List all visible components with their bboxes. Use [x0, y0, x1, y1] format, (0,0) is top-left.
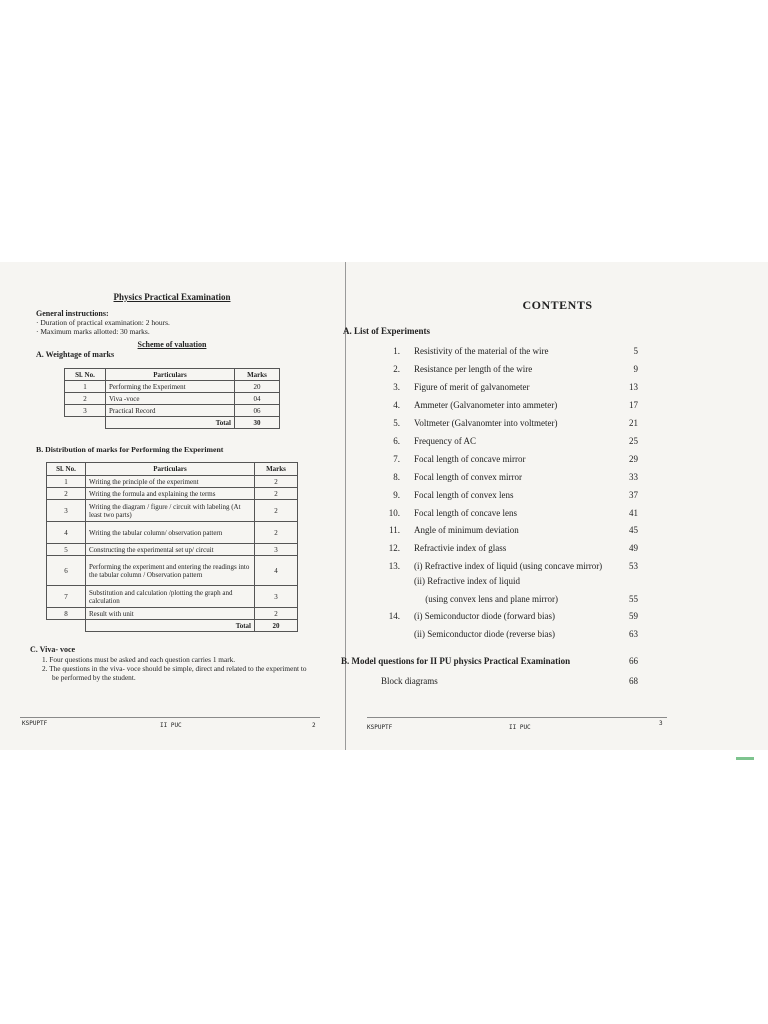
column-header: Particulars [86, 463, 255, 476]
toc-title: Voltmeter (Galvanomter into voltmeter) [414, 418, 558, 428]
page-title: Physics Practical Examination [113, 292, 231, 302]
toc-number: 12. [388, 543, 400, 553]
toc-title: Focal length of concave lens [414, 508, 517, 518]
toc-page: 33 [629, 472, 638, 482]
toc-number: 7. [393, 454, 400, 464]
toc-title: Focal length of convex lens [414, 490, 514, 500]
table-cell: 8 [47, 608, 86, 620]
table-cell: Performing the Experiment [106, 381, 235, 393]
toc-number: 5. [393, 418, 400, 428]
toc-number: 1. [393, 346, 400, 356]
section-a-heading: A. Weightage of marks [36, 350, 115, 359]
general-instructions-heading: General instructions: [36, 309, 109, 318]
toc-row [347, 382, 768, 398]
toc-row [347, 454, 768, 470]
column-header: Sl. No. [65, 369, 106, 381]
toc-page: 5 [633, 346, 638, 356]
toc-title: (using convex lens and plane mirror) [414, 594, 558, 604]
toc-page: 53 [629, 561, 638, 571]
table-row [47, 556, 298, 586]
table-cell: 1 [65, 381, 106, 393]
toc-title: (i) Semiconductor diode (forward bias) [414, 611, 555, 621]
toc-title: (ii) Refractive index of liquid [414, 576, 520, 586]
toc-number: 8. [393, 472, 400, 482]
scanner-mark [736, 757, 754, 760]
toc-page: 21 [629, 418, 638, 428]
table-cell: 2 [255, 476, 298, 488]
section-b-heading: B. Model questions for II PU physics Practical Examination [341, 656, 571, 666]
toc-row [347, 346, 768, 362]
list-item: · Maximum marks allotted: 30 marks. [36, 327, 150, 336]
table-header-row [47, 463, 298, 476]
toc-row [347, 561, 768, 577]
toc-row [347, 490, 768, 506]
toc-row [347, 400, 768, 416]
list-item: 2. The questions in the viva- voce should be simple, direct and related to the experiment to be performed by the student. [42, 664, 307, 682]
toc-title: Resistance per length of the wire [414, 364, 533, 374]
block-diagrams-page: 68 [629, 676, 638, 686]
table-cell: 2 [255, 522, 298, 544]
table-cell: Writing the formula and explaining the terms [86, 488, 255, 500]
toc-page: 55 [629, 594, 638, 604]
toc-title: Refractivie index of glass [414, 543, 507, 553]
toc-row [347, 364, 768, 380]
toc-page: 17 [629, 400, 638, 410]
table-cell: Writing the diagram / figure / circuit with labeling (At least two parts) [86, 500, 255, 522]
table-cell: Practical Record [106, 405, 235, 417]
toc-page: 25 [629, 436, 638, 446]
table-cell: 2 [255, 500, 298, 522]
table-cell: 3 [47, 500, 86, 522]
toc-page: 37 [629, 490, 638, 500]
list-item: 1. Four questions must be asked and each question carries 1 mark. [42, 655, 236, 664]
toc-number: 2. [393, 364, 400, 374]
table-row [65, 405, 280, 417]
toc-row [347, 436, 768, 452]
section-a-heading: A. List of Experiments [343, 326, 430, 336]
table-cell: 4 [255, 556, 298, 586]
table-total-row [47, 620, 298, 632]
footer-rule [20, 717, 320, 718]
toc-number: 4. [393, 400, 400, 410]
table-cell: 3 [255, 544, 298, 556]
table-cell: 3 [65, 405, 106, 417]
table-cell: Writing the tabular column/ observation pattern [86, 522, 255, 544]
page-number: 2 [312, 722, 316, 729]
table-cell: Viva -voce [106, 393, 235, 405]
toc-row [347, 508, 768, 524]
block-diagrams-label: Block diagrams [381, 676, 438, 686]
total-label: Total [86, 620, 255, 632]
table-cell: Substitution and calculation /plotting the graph and calculation [86, 586, 255, 608]
toc-title: Resistivity of the material of the wire [414, 346, 549, 356]
toc-number: 13. [388, 561, 400, 571]
table-cell: Result with unit [86, 608, 255, 620]
table-cell: 06 [235, 405, 280, 417]
footer-rule [367, 717, 667, 718]
list-item: · Duration of practical examination: 2 hours. [36, 318, 170, 327]
table-header-row [65, 369, 280, 381]
section-c-heading: C. Viva- voce [30, 645, 76, 654]
table-row [47, 586, 298, 608]
table-row [65, 393, 280, 405]
toc-row [347, 611, 768, 627]
toc-page: 59 [629, 611, 638, 621]
table-cell: 2 [47, 488, 86, 500]
right-page [341, 262, 768, 750]
toc-row [347, 525, 768, 541]
total-value: 30 [235, 417, 280, 429]
column-header: Particulars [106, 369, 235, 381]
toc-title: Angle of minimum deviation [414, 525, 519, 535]
toc-page: 63 [629, 629, 638, 639]
toc-row [347, 629, 768, 645]
toc-page: 13 [629, 382, 638, 392]
toc-title: Figure of merit of galvanometer [414, 382, 530, 392]
table-cell: 20 [235, 381, 280, 393]
toc-page: 45 [629, 525, 638, 535]
footer-left: KSPUPTF [22, 720, 48, 727]
footer-left: KSPUPTF [367, 724, 393, 731]
table-row [47, 522, 298, 544]
section-b-heading: B. Distribution of marks for Performing the Experiment [36, 445, 224, 454]
table-cell: 2 [65, 393, 106, 405]
table-row [47, 476, 298, 488]
toc-page: 29 [629, 454, 638, 464]
toc-number: 11. [389, 525, 400, 535]
column-header: Marks [235, 369, 280, 381]
table-row [47, 608, 298, 620]
viva-list [42, 655, 312, 682]
toc-title: Ammeter (Galvanometer into ammeter) [414, 400, 558, 410]
table-row [47, 500, 298, 522]
toc-page: 49 [629, 543, 638, 553]
total-label: Total [106, 417, 235, 429]
table-cell: 2 [255, 488, 298, 500]
general-instructions-list [36, 318, 170, 336]
toc-row [347, 472, 768, 488]
toc-number: 6. [393, 436, 400, 446]
table-cell: 04 [235, 393, 280, 405]
total-value: 20 [255, 620, 298, 632]
toc-title: (i) Refractive index of liquid (using concave mirror) [414, 561, 603, 571]
toc-row [347, 594, 768, 610]
table-cell: Writing the principle of the experiment [86, 476, 255, 488]
table-cell: 6 [47, 556, 86, 586]
distribution-table [46, 462, 298, 632]
table-row [47, 544, 298, 556]
toc-page: 9 [633, 364, 638, 374]
toc-row [347, 543, 768, 559]
contents-title: CONTENTS [522, 298, 593, 312]
table-row [47, 488, 298, 500]
left-page [0, 262, 344, 750]
table-cell: Performing the experiment and entering the readings into the tabular column / Observation pattern [86, 556, 255, 586]
toc-row [347, 418, 768, 434]
footer-center: II PUC [509, 724, 531, 731]
toc-row [347, 576, 768, 592]
table-cell: 7 [47, 586, 86, 608]
column-header: Sl. No. [47, 463, 86, 476]
section-b-page: 66 [629, 656, 638, 666]
weightage-table [64, 368, 280, 429]
table-cell: 4 [47, 522, 86, 544]
toc-number: 3. [393, 382, 400, 392]
footer-center: II PUC [160, 722, 182, 729]
table-total-row [65, 417, 280, 429]
toc-number: 9. [393, 490, 400, 500]
toc-title: Focal length of convex mirror [414, 472, 522, 482]
toc-number: 14. [388, 611, 400, 621]
toc-title: Focal length of concave mirror [414, 454, 526, 464]
column-header: Marks [255, 463, 298, 476]
table-cell: Constructing the experimental set up/ circuit [86, 544, 255, 556]
toc-title: Frequency of AC [414, 436, 476, 446]
table-cell: 3 [255, 586, 298, 608]
toc-number: 10. [388, 508, 400, 518]
toc-title: (ii) Semiconductor diode (reverse bias) [414, 629, 555, 639]
table-cell: 1 [47, 476, 86, 488]
toc-page: 41 [629, 508, 638, 518]
table-cell: 5 [47, 544, 86, 556]
table-row [65, 381, 280, 393]
table-cell: 2 [255, 608, 298, 620]
scheme-heading: Scheme of valuation [137, 340, 207, 349]
page-number: 3 [659, 720, 663, 727]
